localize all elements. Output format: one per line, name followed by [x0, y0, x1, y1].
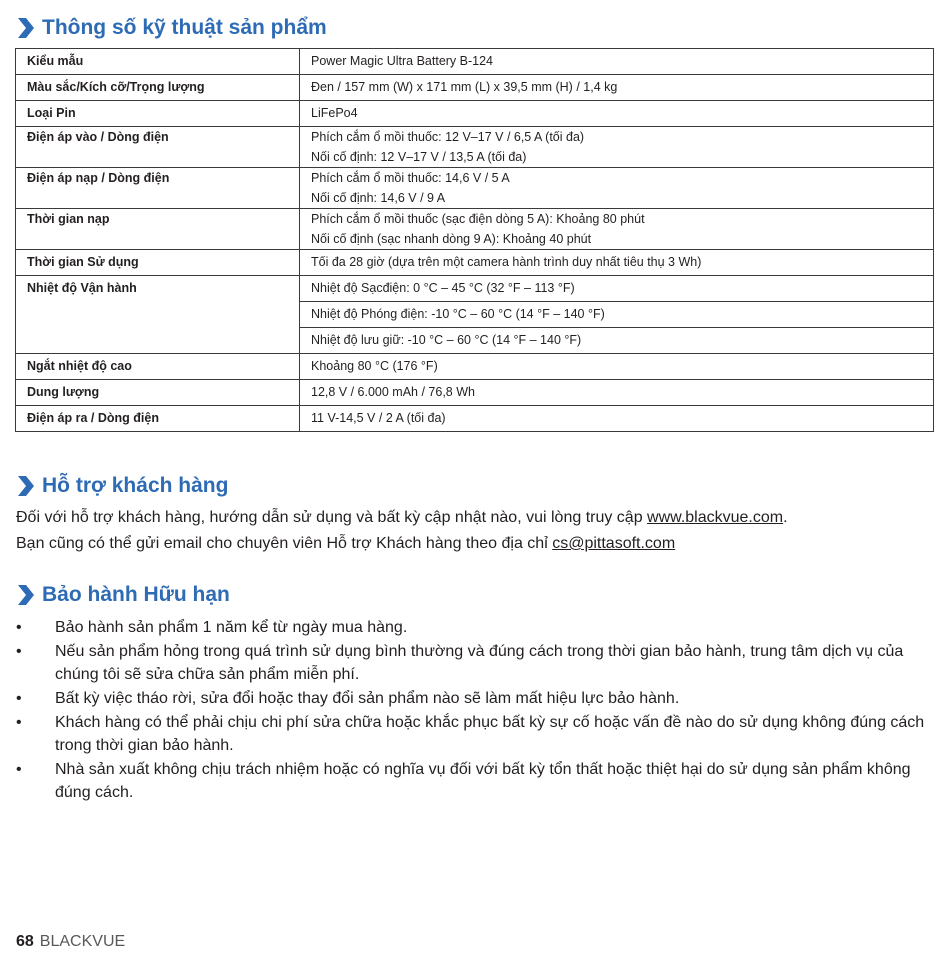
bullet-icon: • — [16, 714, 22, 731]
spec-value: Power Magic Ultra Battery B-124 — [300, 49, 934, 75]
spec-value: Nhiệt độ Phóng điện: -10 °C – 60 °C (14 °F – 140 °F) — [300, 302, 934, 328]
specs-title: Thông số kỹ thuật sản phẩm — [42, 16, 327, 39]
list-item: • Nếu sản phẩm hỏng trong quá trình sử dụng bình thường và đúng cách trong thời gian bảo hành, trung tâm dịch vụ của chúng tôi sẽ sửa chữa sản phẩm miễn phí. — [16, 640, 931, 686]
chevron-right-icon — [16, 583, 36, 607]
spec-value: Nhiệt độ Sạcđiện: 0 °C – 45 °C (32 °F – 113 °F) — [300, 276, 934, 302]
spec-value: 11 V-14,5 V / 2 A (tối đa) — [300, 406, 934, 432]
spec-value: Tối đa 28 giờ (dựa trên một camera hành trình duy nhất tiêu thụ 3 Wh) — [300, 250, 934, 276]
spec-label: Điện áp nạp / Dòng điện — [16, 168, 300, 209]
spec-table — [15, 48, 934, 432]
bullet-icon: • — [16, 619, 22, 636]
chevron-right-icon — [16, 474, 36, 498]
page-footer — [16, 933, 125, 951]
spec-label: Kiểu mẫu — [16, 49, 300, 75]
specs-heading — [16, 16, 327, 40]
spec-label: Điện áp ra / Dòng điện — [16, 406, 300, 432]
spec-value: Phích cắm ổ mồi thuốc: 14,6 V / 5 A Nối cố định: 14,6 V / 9 A — [300, 168, 934, 209]
table-row — [16, 209, 934, 250]
spec-value: Khoảng 80 °C (176 °F) — [300, 354, 934, 380]
support-text: Bạn cũng có thể gửi email cho chuyên viên Hỗ trợ Khách hàng theo địa chỉ — [16, 535, 553, 552]
table-row — [16, 380, 934, 406]
list-item: • Bảo hành sản phẩm 1 năm kể từ ngày mua hàng. — [16, 616, 931, 639]
spec-value: Phích cắm ổ mồi thuốc (sạc điện dòng 5 A): Khoảng 80 phút Nối cố định (sạc nhanh dòng 9 A): Khoảng 40 phút — [300, 209, 934, 250]
brand-name: BLACKVUE — [39, 933, 126, 950]
table-row — [16, 75, 934, 101]
list-item: • Nhà sản xuất không chịu trách nhiệm hoặc có nghĩa vụ đối với bất kỳ tổn thất hoặc thiệt hại do sử dụng sản phẩm không đúng cách. — [16, 758, 931, 804]
website-link[interactable]: www.blackvue.com — [647, 509, 784, 526]
table-row — [16, 276, 934, 302]
email-link[interactable]: cs@pittasoft.com — [552, 535, 676, 552]
spec-label: Màu sắc/Kích cỡ/Trọng lượng — [16, 75, 300, 101]
support-line-1 — [16, 505, 788, 531]
table-row — [16, 406, 934, 432]
support-text: Đối với hỗ trợ khách hàng, hướng dẫn sử dụng và bất kỳ cập nhật nào, vui lòng truy cập — [16, 509, 648, 526]
warranty-heading — [16, 583, 230, 607]
bullet-icon: • — [16, 761, 22, 778]
table-row — [16, 354, 934, 380]
table-row — [16, 168, 934, 209]
spec-label: Nhiệt độ Vận hành — [16, 276, 300, 354]
spec-value: LiFePo4 — [300, 101, 934, 127]
support-title: Hỗ trợ khách hàng — [42, 474, 229, 497]
support-heading — [16, 474, 228, 498]
table-row — [16, 49, 934, 75]
spec-label: Dung lượng — [16, 380, 300, 406]
page-number: 68 — [16, 933, 34, 950]
table-row — [16, 101, 934, 127]
support-text-end: . — [783, 509, 788, 526]
table-row — [16, 250, 934, 276]
bullet-icon: • — [16, 690, 22, 707]
spec-value: Phích cắm ổ mồi thuốc: 12 V–17 V / 6,5 A (tối đa) Nối cố định: 12 V–17 V / 13,5 A (tối đa) — [300, 127, 934, 168]
warranty-title: Bảo hành Hữu hạn — [42, 583, 230, 606]
list-item: • Bất kỳ việc tháo rời, sửa đổi hoặc thay đổi sản phẩm nào sẽ làm mất hiệu lực bảo hành. — [16, 687, 931, 710]
spec-value: Đen / 157 mm (W) x 171 mm (L) x 39,5 mm (H) / 1,4 kg — [300, 75, 934, 101]
spec-label: Thời gian Sử dụng — [16, 250, 300, 276]
bullet-icon: • — [16, 643, 22, 660]
list-item: • Khách hàng có thể phải chịu chi phí sửa chữa hoặc khắc phục bất kỳ sự cố hoặc vấn đề nào do sử dụng không đúng cách trong thời gian bảo hành. — [16, 711, 931, 757]
warranty-list — [16, 616, 931, 805]
spec-label: Loại Pin — [16, 101, 300, 127]
spec-label: Điện áp vào / Dòng điện — [16, 127, 300, 168]
spec-value: 12,8 V / 6.000 mAh / 76,8 Wh — [300, 380, 934, 406]
table-row — [16, 127, 934, 168]
spec-label: Thời gian nạp — [16, 209, 300, 250]
spec-label: Ngắt nhiệt độ cao — [16, 354, 300, 380]
support-line-2 — [16, 531, 675, 557]
spec-value: Nhiệt độ lưu giữ: -10 °C – 60 °C (14 °F – 140 °F) — [300, 328, 934, 354]
chevron-right-icon — [16, 16, 36, 40]
